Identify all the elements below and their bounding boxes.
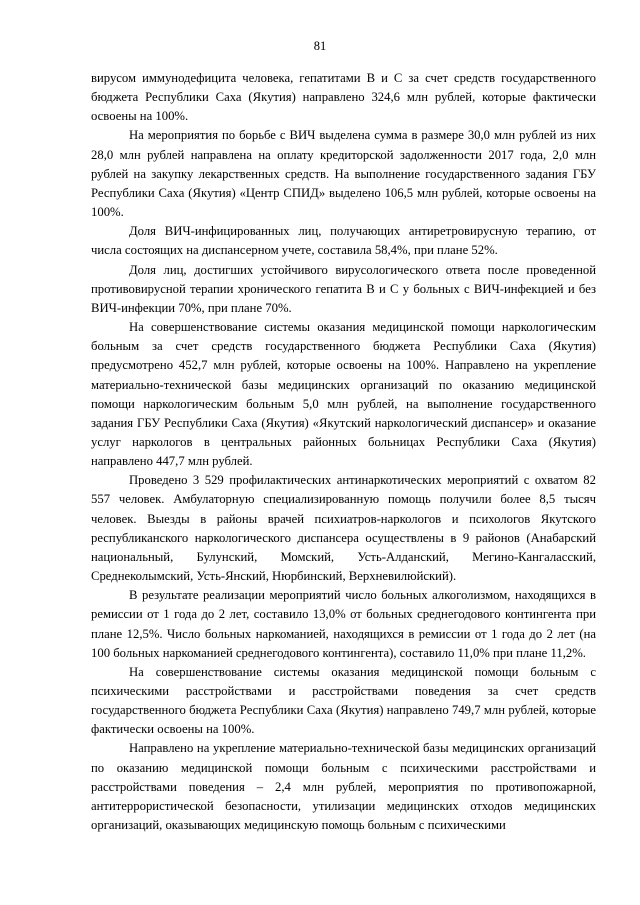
paragraph-mental-health-infrastructure: Направлено на укрепление материально-технической базы медицинских организаций по оказанию медицинской помощи больным с психическими расстройствами и расстройствами поведения – 2,4 млн рублей, мероприятия по противопожарной, антитеррористической безопасности, утилизации медицинских отходов медицинских организаций, оказывающих медицинскую помощь больным с психическими xyxy=(91,741,596,833)
paragraph-remission-results: В результате реализации мероприятий число больных алкоголизмом, находящихся в ремиссии от 1 года до 2 лет, составило 13,0% от больных среднегодового контингента при плане 12,5%. Число больных наркоманией, находящихся в ремиссии от 1 года до 2 лет (на 100 больных наркоманией среднегодового контингента), составило 11,0% при плане 11,2%. xyxy=(91,588,596,660)
page-number: 81 xyxy=(313,39,327,53)
paragraph-prevention-events: Проведено 3 529 профилактических антинаркотических мероприятий с охватом 82 557 человек. Амбулаторную специализированную помощь получили более 8,5 тысяч человек. Выезды в районы врачей психиатров-наркологов и психологов Якутского республиканского наркологического диспансера осуществлены в 9 районов (Анабарский национальный, Булунский, Момский, Усть-Алданский, Мегино-Кангаласский, Среднеколымский, Усть-Янский, Нюрбинский, Верхневилюйский). xyxy=(91,473,596,584)
paragraph-narcology-funding: На совершенствование системы оказания медицинской помощи наркологическим больным за счет средств государственного бюджета Республики Саха (Якутия) предусмотрено 452,7 млн рублей, которые освоены на 100%. Направлено на укрепление материально-технической базы медицинских организаций по оказанию медицинской помощи наркологическим больным 5,0 млн рублей, на выполнение государственного задания ГБУ Республики Саха (Якутия) «Якутский наркологический диспансер» и оказание услуг наркологов в центральных районных больницах Республики Саха (Якутия) направлено 447,7 млн рублей. xyxy=(91,320,596,469)
paragraph-hiv-measures: На мероприятия по борьбе с ВИЧ выделена сумма в размере 30,0 млн рублей из них 28,0 млн рублей направлена на оплату кредиторской задолженности 2017 года, 2,0 млн рублей на закупку лекарственных средств. На выполнение государственного задания ГБУ Республики Саха (Якутия) «Центр СПИД» выделено 106,5 млн рублей, которые освоены на 100%. xyxy=(91,128,596,220)
paragraph-hiv-hepatitis-funding: вирусом иммунодефицита человека, гепатитами В и С за счет средств государственного бюджета Республики Саха (Якутия) направлено 324,6 млн рублей, которые фактически освоены на 100%. xyxy=(91,71,596,124)
paragraph-viral-response-share: Доля лиц, достигших устойчивого вирусологического ответа после проведенной противовирусной терапии хронического гепатита В и С у больных с ВИЧ-инфекцией и без ВИЧ-инфекции 70%, при плане 70%. xyxy=(91,262,596,315)
paragraph-mental-health-funding: На совершенствование системы оказания медицинской помощи больным с психическими расстройствами и расстройствами поведения за счет средств государственного бюджета Республики Саха (Якутия) направлено 749,7 млн рублей, которые фактически освоены на 100%. xyxy=(91,664,596,737)
page-body xyxy=(91,69,596,835)
paragraph-art-share: Доля ВИЧ-инфицированных лиц, получающих антиретровирусную терапию, от числа состоящих на диспансерном учете, составила 58,4%, при плане 52%. xyxy=(91,224,596,258)
